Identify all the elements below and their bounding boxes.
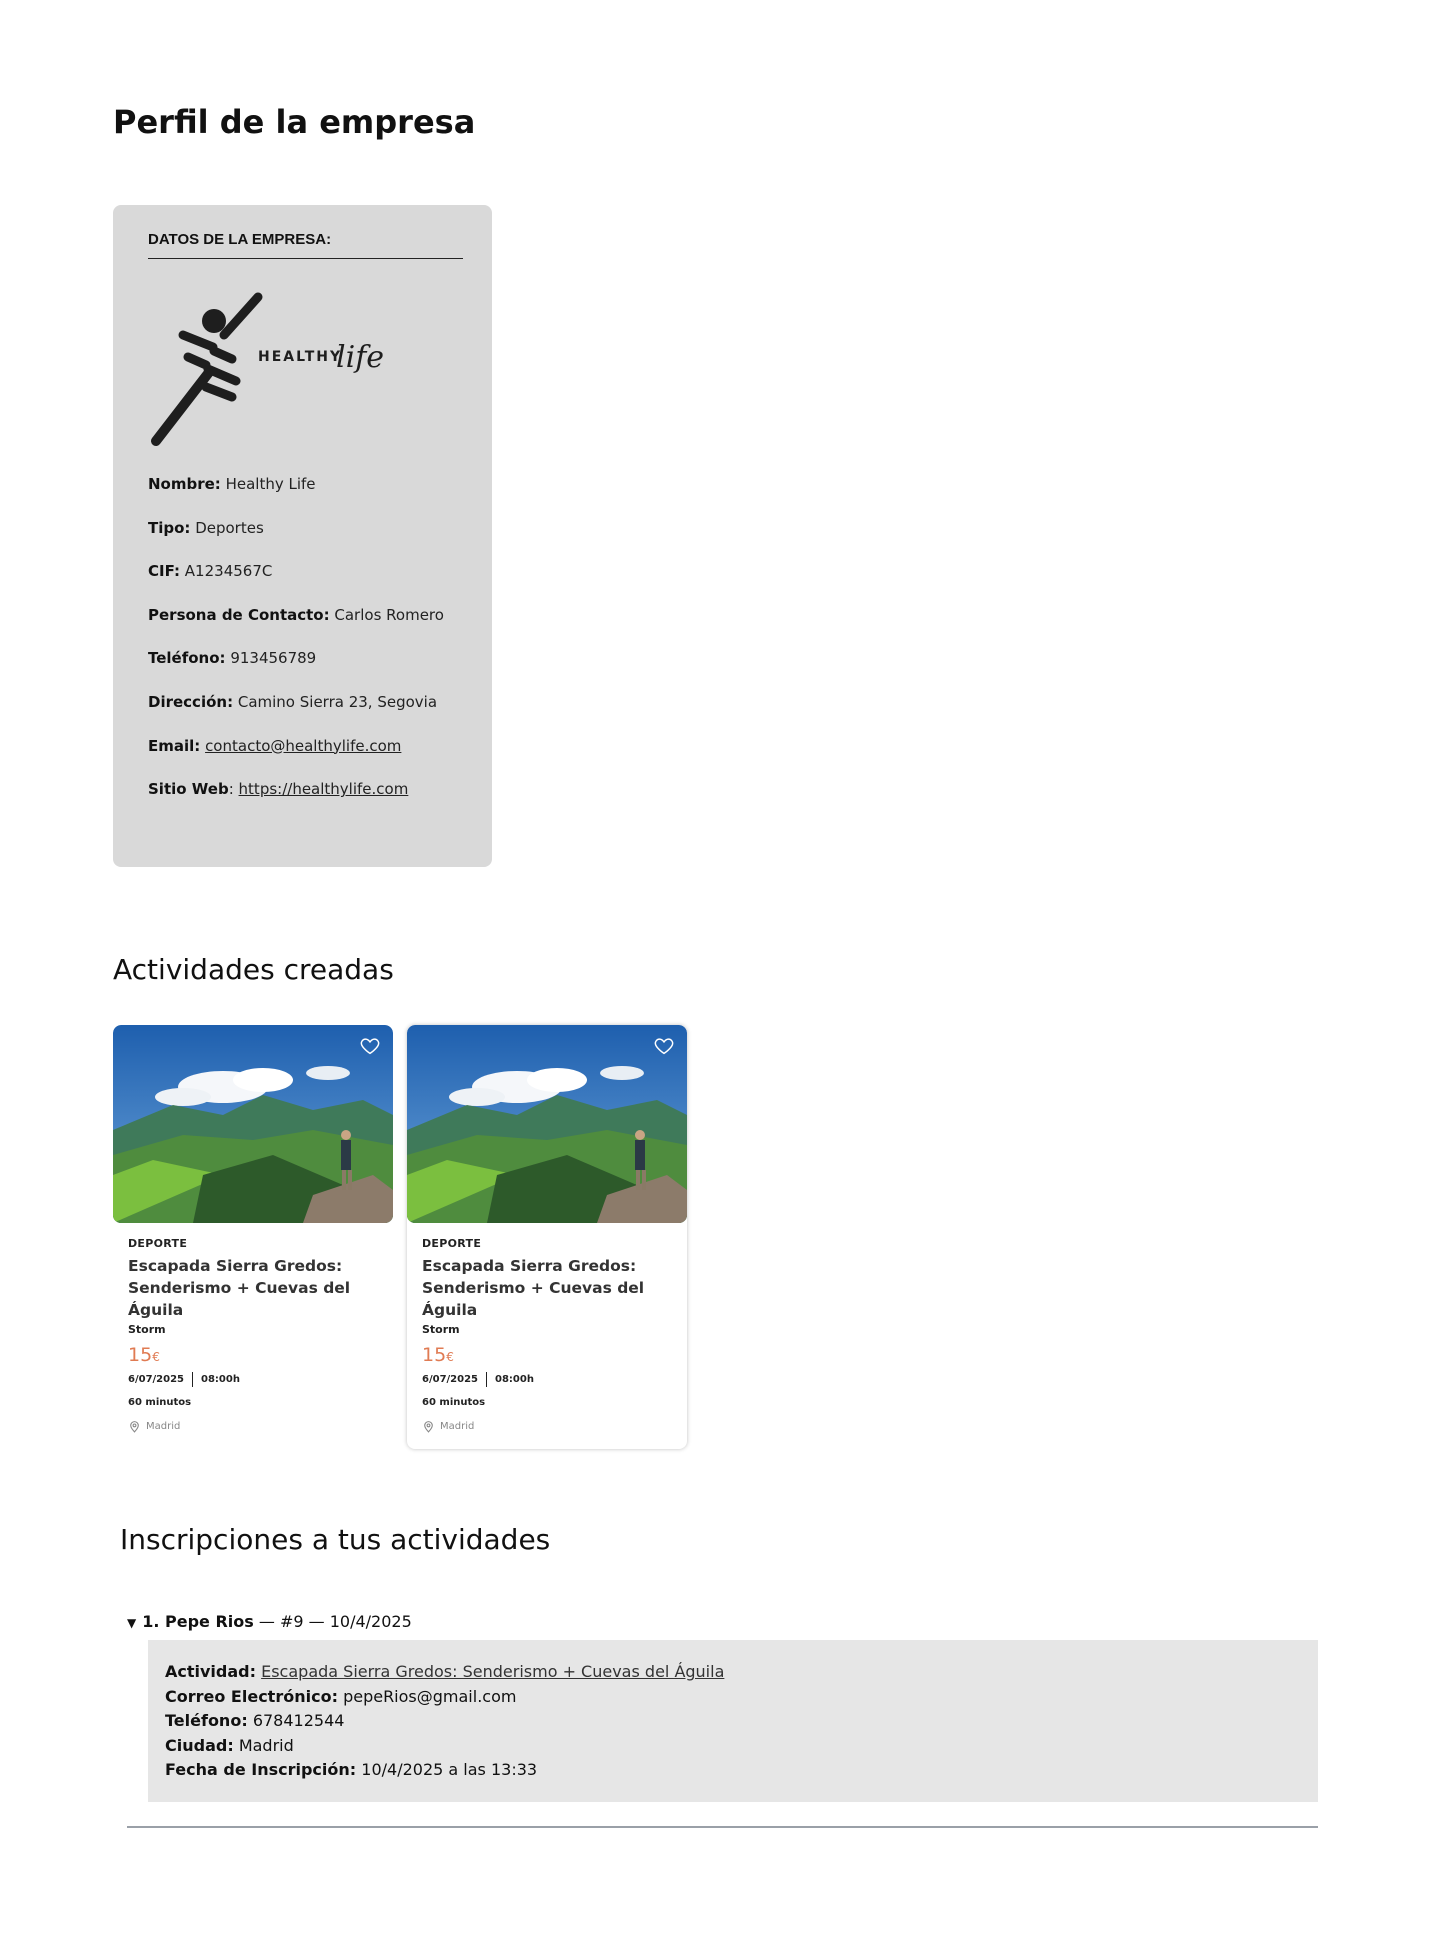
- section-divider: [127, 1826, 1318, 1828]
- company-card-heading: DATOS DE LA EMPRESA:: [148, 231, 463, 259]
- registration-date: Fecha de Inscripción: 10/4/2025 a las 13:33: [165, 1760, 538, 1779]
- disclosure-triangle-icon: ▼: [127, 1616, 137, 1630]
- registration-city: Ciudad: Madrid: [165, 1735, 294, 1755]
- location-pin-icon: [422, 1420, 435, 1433]
- favorite-heart-icon[interactable]: [653, 1035, 675, 1057]
- activity-duration: 60 minutos: [422, 1397, 486, 1408]
- logo-text: HEALTHY: [258, 349, 343, 365]
- registration-details: [148, 1640, 1318, 1802]
- registrations-title: Inscripciones a tus actividades: [120, 1523, 551, 1556]
- registration-item: [127, 1612, 1318, 1802]
- favorite-heart-icon[interactable]: [359, 1035, 381, 1057]
- activity-title: Escapada Sierra Gredos: Senderismo + Cuevas del Águila: [422, 1257, 645, 1319]
- activity-location: Madrid: [422, 1420, 677, 1433]
- company-card: [113, 205, 492, 867]
- email-link[interactable]: contacto@healthylife.com: [205, 736, 402, 755]
- activity-category: DEPORTE: [128, 1237, 188, 1250]
- logo-script: life: [336, 340, 385, 375]
- activity-datetime: 6/07/2025 08:00h: [128, 1374, 240, 1385]
- registration-phone: Teléfono: 678412544: [165, 1711, 345, 1730]
- activity-datetime: 6/07/2025 08:00h: [422, 1374, 534, 1385]
- activity-card[interactable]: [407, 1025, 687, 1449]
- website-link[interactable]: https://healthylife.com: [238, 780, 409, 799]
- activity-price: 15€: [128, 1344, 160, 1366]
- registration-email: Correo Electrónico: pepeRios@gmail.com: [165, 1686, 517, 1706]
- registration-activity: Actividad: Escapada Sierra Gredos: Senderismo + Cuevas del Águila: [165, 1662, 725, 1681]
- activity-duration: 60 minutos: [128, 1397, 192, 1408]
- registration-summary-toggle[interactable]: ▼ 1. Pepe Rios — #9 — 10/4/2025: [127, 1612, 412, 1631]
- info-contacto: Persona de Contacto: Carlos Romero: [148, 605, 444, 624]
- info-nombre: Nombre: Healthy Life: [148, 475, 316, 493]
- location-pin-icon: [128, 1420, 141, 1433]
- info-cif: CIF: A1234567C: [148, 562, 273, 581]
- company-logo: [148, 291, 388, 451]
- activity-organizer: Storm: [128, 1323, 166, 1336]
- activity-price: 15€: [422, 1344, 454, 1366]
- page-title: Perfil de la empresa: [113, 103, 476, 141]
- activities-title: Actividades creadas: [113, 953, 394, 986]
- activity-category: DEPORTE: [422, 1237, 482, 1250]
- registration-activity-link[interactable]: Escapada Sierra Gredos: Senderismo + Cuevas del Águila: [261, 1662, 725, 1681]
- activity-location: Madrid: [128, 1420, 383, 1433]
- activity-card[interactable]: [113, 1025, 393, 1449]
- company-info-list: [148, 473, 444, 822]
- activity-title: Escapada Sierra Gredos: Senderismo + Cuevas del Águila: [128, 1257, 351, 1319]
- info-telefono: Teléfono: 913456789: [148, 649, 317, 668]
- info-web: Sitio Web: https://healthylife.com: [148, 780, 409, 799]
- info-direccion: Dirección: Camino Sierra 23, Segovia: [148, 692, 438, 711]
- info-email: Email: contacto@healthylife.com: [148, 736, 402, 755]
- activity-photo: [407, 1025, 687, 1223]
- activity-organizer: Storm: [422, 1323, 460, 1336]
- activity-photo: [113, 1025, 393, 1223]
- info-tipo: Tipo: Deportes: [148, 518, 264, 537]
